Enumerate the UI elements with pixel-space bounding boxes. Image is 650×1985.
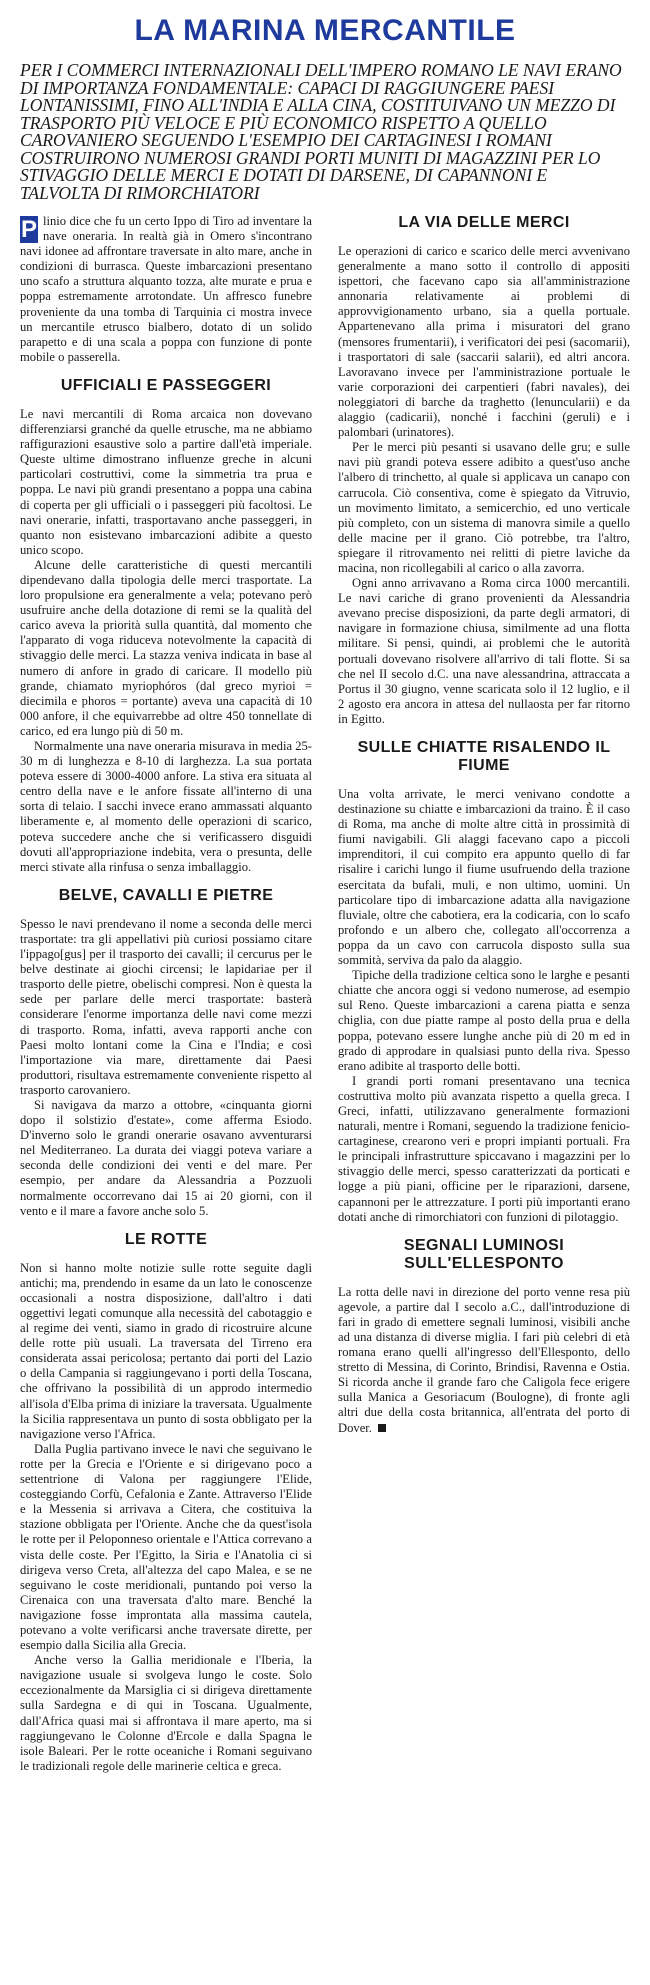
article-title: LA MARINA MERCANTILE: [134, 14, 516, 47]
paragraph: Le navi mercantili di Roma arcaica non dovevano differenziarsi granché da quelle etrusche, ma ne abbiamo raffigurazioni esaustive solo a partire dall'età imperiale. Queste ultime dimostrano influenze greche in alcuni particolari costruttivi, come la simmetria tra prua e poppa. Le navi più grandi presentano a poppa una cabina di coperta per gli ufficiali o i passeggeri più facoltosi. Le navi onerarie, infatti, trasportavano anche passeggeri, in quanto non esistevano imbarcazioni adibite a questo unico scopo.: [20, 406, 312, 557]
left-column: [20, 214, 312, 1774]
paragraph: Dalla Puglia partivano invece le navi che seguivano le rotte per la Grecia e l'Oriente e si dirigevano poco a settentrione di Valona per raggiungere l'Elide, costeggiando Corfù, Cefalonia e Zante. Attraverso l'Elide e la Messenia si arrivava a Citera, che costituiva la stazione obbligata per l'Oriente. Anche che da quest'isola le rotte per il Peloponneso orientale e l'Attica correvano a vista delle coste. Per l'Egitto, la Siria e l'Anatolia ci si dirigeva verso Creta, all'altezza del capo Malea, e se ne seguivano le coste meridionali, puntando poi verso la Cirenaica con una traversata d'alto mare. Benché la navigazione fosse improntata alla massima cautela, potevano a volte verificarsi anche traversate dirette, per esempio dalla Sicilia alla Grecia.: [20, 1441, 312, 1653]
section-heading-rotte: LE ROTTE: [124, 1230, 208, 1248]
paragraph: Normalmente una nave oneraria misurava in media 25-30 m di lunghezza e 8-10 di larghezza. La sua portata poteva essere di 3000-4000 anfore. La stiva era situata al centro della nave e le anfore fissate all'interno di una sorta di telaio. I sacchi invece erano ammassati alquanto liberamente e, al momento delle operazioni di scarico, poteva succedere anche che si verificassero disguidi dovuti all'appropriazione indebita, vera o presunta, delle merci stivate alla rinfusa o senza imballaggio.: [20, 739, 313, 874]
drop-cap: P: [20, 216, 37, 243]
paragraph: I grandi porti romani presentavano una tecnica costruttiva molto più avanzata rispetto a quella greca. I Greci, infatti, utilizzavano generalmente formazioni naturali, mentre i Romani, seguendo la tradizione fenicio-cartaginese, crearono veri e propri impianti portuali. Fra le principali infrastrutture spiccavano i magazzini per lo stivaggio delle merci, spesso caratterizzati da porticati e logge a più piani, officine per le riparazioni, darsene, capannoni per le attrezzature. I porti più importanti erano dotati anche di rimorchiatori con funzioni di pilotaggio.: [338, 1073, 630, 1224]
right-column: [338, 214, 630, 1774]
closing-text: La rotta delle navi in direzione del porto venne resa più agevole, a partire dal I secolo a.C., dall'introduzione di fari in grado di emettere segnali luminosi, visibili anche ad una distanza di diverse miglia. I fari più celebri di età romana erano quelli all'ingresso dell'Ellesponto, dello stretto di Messina, di Corinto, Brindisi, Ravenna e Ostia. Si ricorda anche il grande faro che Caligola fece erigere sulla Manica a Gesoriacum (Boulogne), di fronte agli altri due della costa britannica, all'entrata del porto di Dover.: [338, 1284, 630, 1435]
paragraph: Tipiche della tradizione celtica sono le larghe e pesanti chiatte che ancora oggi si vedono numerose, ad esempio sul Reno. Queste imbarcazioni a carena piatta e senza chiglia, con due piatte rampe al posto della prua e della poppa, potevano essere lunghe anche più di 20 m ed in grado di approdare in qualsiasi punto della riva. Spesso erano adibite al trasporto delle botti.: [338, 968, 630, 1073]
paragraph: Non si hanno molte notizie sulle rotte seguite dagli antichi; ma, prendendo in esame da un lato le conoscenze occasionali a nostra disposizione, dall'altro i dati oggettivi legati comunque alla necessità del cabotaggio e al regime dei venti, siamo in grado di ricostruire alcune delle rotte più usuali. La traversata del Tirreno era considerata assai pericolosa; pertanto dai porti del Lazio o della Campania si raggiungevano i porti della Toscana, che offrivano la possibilità di un approdo intermedio all'isola d'Elba prima di iniziare la traversata. Ugualmente la Sicilia rappresentava un punto di sosta obbligato per la navigazione verso l'Africa.: [20, 1260, 312, 1441]
article-lead: PER I COMMERCI INTERNAZIONALI DELL'IMPERO ROMANO LE NAVI ERANO DI IMPORTANZA FONDAMENTALE: CAPACI DI RAGGIUNGERE PAESI LONTANISSIMI, FINO ALL'INDIA E ALLA CINA, COSTITUIVANO UN MEZZO DI TRASPORTO PIÙ VELOCE E PIÙ ECONOMICO RISPETTO A QUELLO CAROVANIERO SEGUENDO L'ESEMPIO DEI CARTAGINESI I ROMANI COSTRUIRONO NUMEROSI GRANDI PORTI MUNITI DI MAGAZZINI PER LO STIVAGGIO DELLE MERCI E DOTATI DI DARSENE, DI CAPANNONI E TALVOLTA DI RIMORCHIATORI: [20, 60, 622, 203]
section-heading-belve: BELVE, CAVALLI E PIETRE: [58, 886, 274, 904]
intro-text: linio dice che fu un certo Ippo di Tiro ad inventare la nave oneraria. In realtà già in Omero s'incontrano navi idonee ad affrontare traversate in alto mare, anche in condizioni di burrasca. Queste imbarcazioni presentano uno scafo a struttura alquanto tozza, alte murate e prua e poppa estremamente arrotondate. Un affresco funebre proveniente da una tomba di Tarquinia ci mostra invece un mercantile etrusco bialbero, dotato di un solido parapetto e di una scala a poppa con funzione di ponte mobile o passerella.: [20, 214, 312, 364]
paragraph: Ogni anno arrivavano a Roma circa 1000 mercantili. Le navi cariche di grano provenienti da Alessandria avevano precise disposizioni, da parte degli armatori, di navigare in formazione chiusa, similmente ad una flotta militare. Si pensi, quindi, ai problemi che le autorità portuali dovevano risolvere all'arrivo di tali flotte. Si sa che nel II secolo d.C. una nave alessandrina, attraccata a Portus il 30 giugno, venne scaricata solo il 12 luglio, e il 2 agosto era ancora in attesa del nullaosta per far ritorno in Egitto.: [338, 576, 630, 726]
paragraph: Si navigava da marzo a ottobre, «cinquanta giorni dopo il solstizio d'estate», come afferma Esiodo. D'inverno solo le grandi onerarie osavano avventurarsi nel Mediterraneo. La durata dei viaggi poteva variare a seconda delle condizioni dei venti e del mare. Per esempio, per andare da Alessandria a Pozzuoli normalmente occorrevano dai 15 ai 20 giorni, con il vento e il mare a favore anche solo 5.: [20, 1097, 312, 1218]
paragraph: Anche verso la Gallia meridionale e l'Iberia, la navigazione usuale si svolgeva lungo le coste. Solo eccezionalmente da Marsiglia ci si dirigeva direttamente sulla Sardegna e di qui in Toscana. Ugualmente, dall'Africa quasi mai si affrontava il mare aperto, ma si raggiungevano le Colonne d'Ercole e dalla Spagna le isole Baleari. Per le rotte oceaniche i Romani seguivano le tradizionali regole delle marinerie celtica e greca.: [20, 1653, 312, 1773]
paragraph: Per le merci più pesanti si usavano delle gru; e sulle navi più grandi poteva essere adibito a quest'uso anche l'albero di trinchetto, al quale si applicava un canapo con carrucola. Ciò consentiva, come è spiegato da Vitruvio, un movimento limitato, a semicerchio, ed uno verticale più completo, con un sistema di manovra simile a quello delle macine per il grano. Ciò potrebbe, tra l'altro, spiegare il ritrovamento nei relitti di pietre laviche da macina, non ricollegabili al carico o alla zavorra.: [338, 440, 630, 575]
paragraph: Una volta arrivate, le merci venivano condotte a destinazione su chiatte e imbarcazioni da traino. È il caso di Roma, ma anche di molte altre città in prossimità di fiumi navigabili. Gli alaggi facevano capo a piccoli imprenditori, il cui compito era appunto quello di far risalire i carichi lungo il fiume usufruendo della trazione esercitata da bufali, muli, e non ultimo, uomini. Un particolare tipo di imbarcazione adatta alla navigazione fluviale, oltre che cabotiera, era la codicaria, con lo scafo profondo e un albero che, collegato all'occorrenza a poppa da un cavo con carrucola disposto sulla sua sommità, serviva da palo da alaggio.: [338, 787, 630, 968]
section-heading-via-merci: LA VIA DELLE MERCI: [398, 214, 570, 231]
article-columns: [20, 214, 630, 1774]
paragraph: Spesso le navi prendevano il nome a seconda delle merci trasportate: tra gli appellativi più curiosi possiamo citare l'ippago[gus] per il trasporto dei cavalli; il cercurus per le belve destinate ai giochi circensi; le lapidariae per il trasporto delle pietre, obelischi compresi. Non è questa la sede per parlare delle merci trasportate: basterà considerare l'enorme importanza delle navi come mezzi di trasporto. Roma, infatti, aveva rapporti anche con Paesi molto lontani come la Cina e l'India; e così l'importazione via mare, direttamente dai Paesi produttori, risultava estremamente conveniente rispetto al trasporto carovaniero.: [20, 916, 312, 1097]
section-heading-chiatte: SULLE CHIATTE RISALENDO IL FIUME: [357, 739, 611, 774]
paragraph: Le operazioni di carico e scarico delle merci avvenivano generalmente a mano sotto il controllo di appositi ispettori, che facevano capo sia all'amministrazione annonaria relativamente ai problemi di approvvigionamento urbano, sia a quella portuale. Appartenevano alla prima i misuratori del grano (mensores frumentarii), i verificatori dei pesi (sacomarii), i trasportatori di sale (saccarii salarii), ed altri ancora. Lavoravano invece per l'amministrazione portuale le varie corporazioni dei carpentieri (fabri navales), dei noleggiatori di barche da traghetto (lenuncularii) e da alaggio (cadicarii), nonché i facchini (geruli) e i palombari (urinatores).: [338, 244, 630, 440]
paragraph: [338, 1285, 630, 1436]
intro-paragraph: [20, 214, 312, 365]
section-heading-segnali: SEGNALI LUMINOSI SULL'ELLESPONTO: [403, 1236, 565, 1272]
section-heading-ufficiali: UFFICIALI E PASSEGGERI: [60, 376, 272, 394]
end-mark-icon: [378, 1424, 386, 1432]
paragraph: Alcune delle caratteristiche di questi mercantili dipendevano dalla tipologia delle merci trasportate. La loro propulsione era generalmente a vela; potevano però usufruire anche della dotazione di remi se la qualità del carico aveva la priorità sulla quantità, dal momento che l'apparato di voga riduceva notevolmente la capacità di stivaggio delle merci. La stazza veniva indicata in base al numero di anfore in grado di caricare. Il modello più grande, chiamato myriophóros (dal greco myrioi = diecimila e phoros = portante) aveva una capacità di 10 000 anfore, il che equivarrebbe ad oltre 450 tonnellate di carico, ed era lungo più di 50 m.: [20, 557, 312, 738]
